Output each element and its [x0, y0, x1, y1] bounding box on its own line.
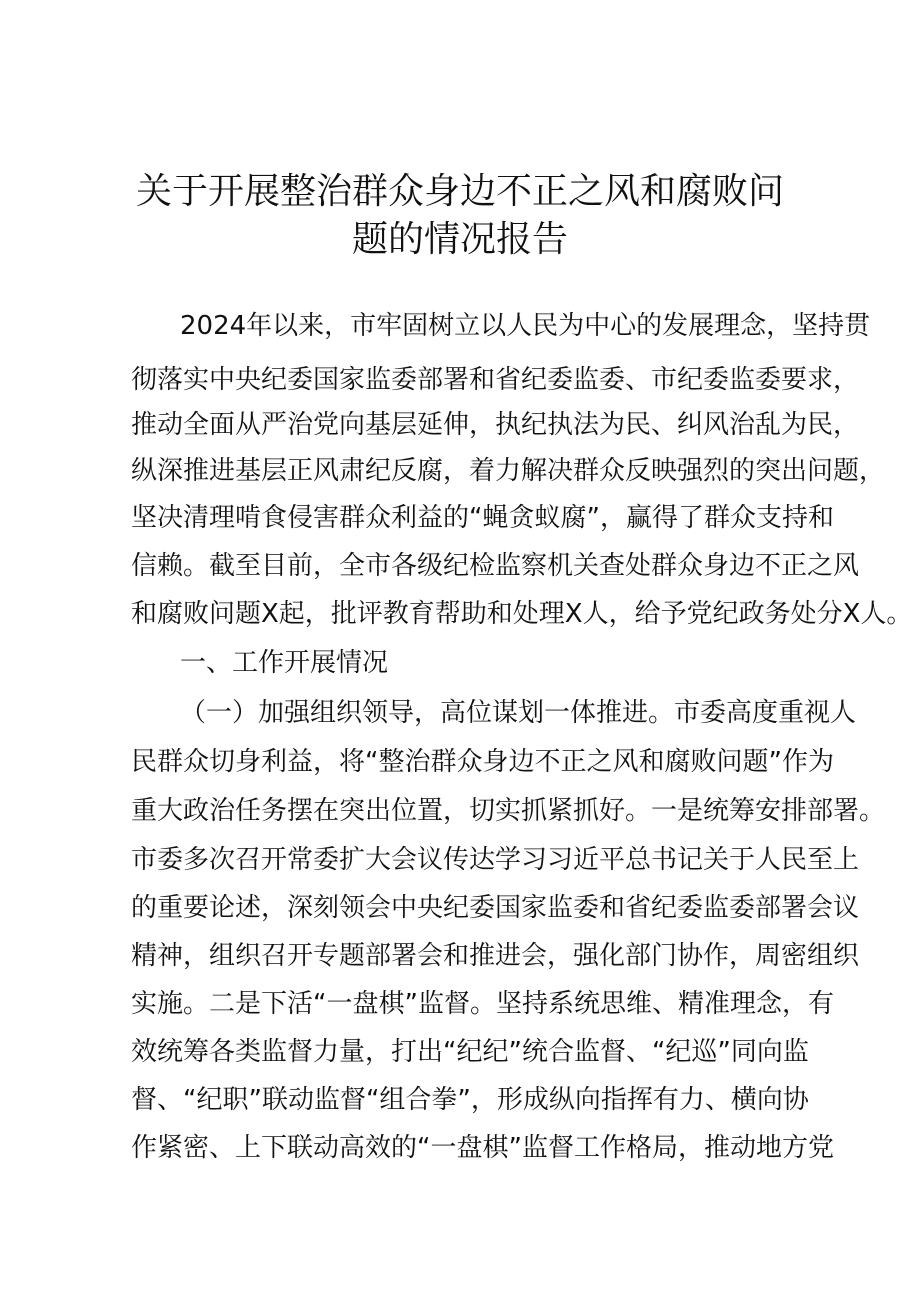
intro-line-5: 坚决清理啃食侵害群众利益的“蝇贪蚁腐”，赢得了群众支持和 — [131, 503, 834, 533]
intro-line-7: 和腐败问题X起，批评教育帮助和处理X人，给予党纪政务处分X人。 — [131, 599, 913, 629]
body-line-4: 市委多次召开常委扩大会议传达学习习近平总书记关于人民至上 — [131, 845, 860, 875]
body-line-10: 作紧密、上下联动高效的“一盘棋”监督工作格局，推动地方党 — [131, 1133, 834, 1163]
body-line-7: 实施。二是下活“一盘棋”监督。坚持系统思维、精准理念，有 — [131, 989, 834, 1019]
body-line-8: 效统筹各类监督力量，打出“纪纪”统合监督、“纪巡”同向监 — [131, 1037, 809, 1067]
body-line-9: 督、“纪职”联动监督“组合拳”，形成纵向指挥有力、横向协 — [131, 1085, 809, 1115]
section-heading: 一、工作开展情况 — [180, 648, 389, 678]
intro-line-4: 纵深推进基层正风肃纪反腐，着力解决群众反映强烈的突出问题， — [131, 456, 886, 486]
intro-line-1: 2024年以来，市牢固树立以人民为中心的发展理念，坚持贯 — [180, 311, 871, 341]
body-line-3: 重大政治任务摆在突出位置，切实抓紧抓好。一是统筹安排部署。 — [131, 796, 886, 826]
body-line-2: 民群众切身利益，将“整治群众身边不正之风和腐败问题”作为 — [131, 747, 834, 777]
intro-line-3: 推动全面从严治党向基层延伸，执纪执法为民、纠风治乱为民， — [131, 410, 860, 440]
intro-line-6: 信赖。截至目前，全市各级纪检监察机关查处群众身边不正之风 — [131, 551, 860, 581]
intro-line-2: 彻落实中央纪委国家监委部署和省纪委监委、市纪委监委要求， — [131, 365, 860, 395]
body-line-1: （一）加强组织领导，高位谋划一体推进。市委高度重视人 — [180, 698, 857, 728]
body-line-5: 的重要论述，深刻领会中央纪委国家监委和省纪委监委部署会议 — [131, 893, 860, 923]
title-line-2: 题的情况报告 — [351, 219, 568, 260]
title-line-1: 关于开展整治群众身边不正之风和腐败问 — [135, 171, 784, 212]
body-line-6: 精神，组织召开专题部署会和推进会，强化部门协作，周密组织 — [131, 941, 860, 971]
document-title — [120, 168, 800, 264]
